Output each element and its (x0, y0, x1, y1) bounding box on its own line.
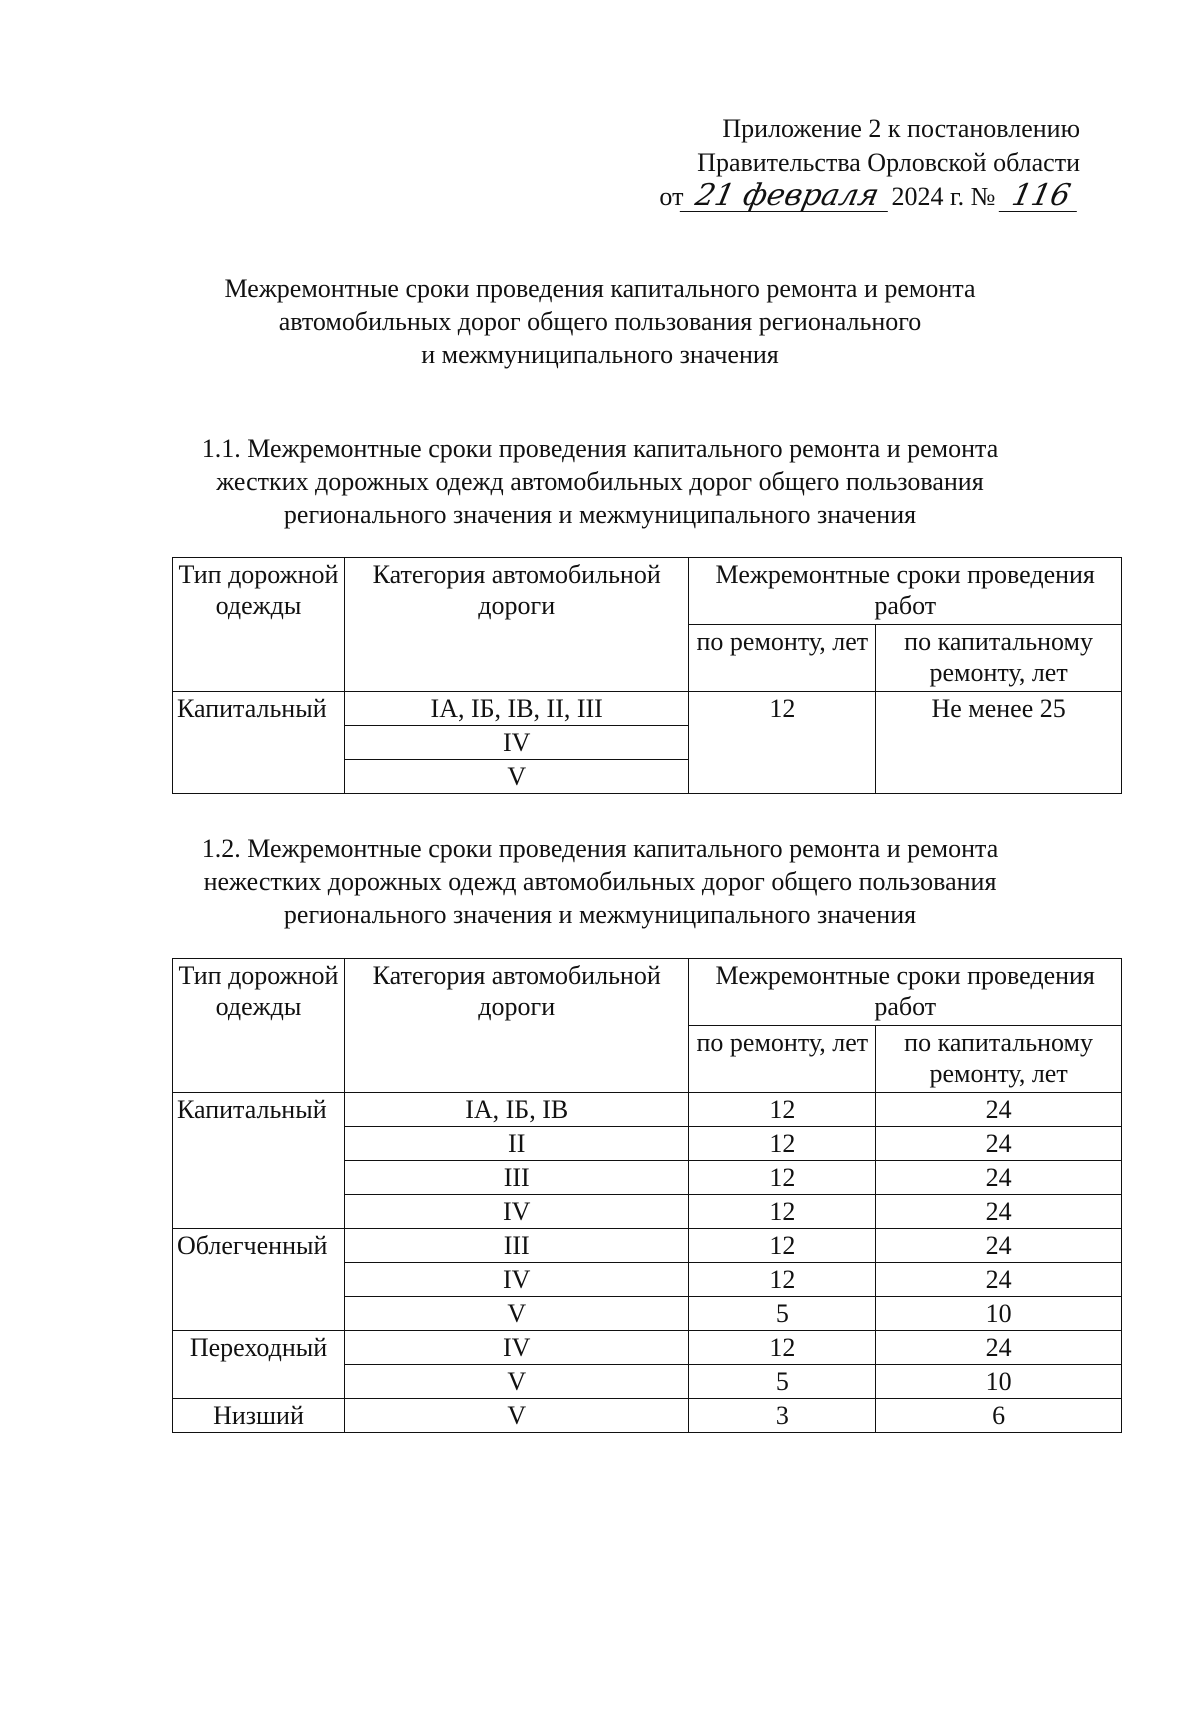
repair-cell: 12 (689, 1229, 876, 1263)
capital-cell: 24 (876, 1195, 1122, 1229)
table-nonrigid-pavements (172, 958, 1122, 1433)
category-cell: IV (344, 726, 689, 760)
repair-cell: 12 (689, 692, 876, 794)
header-capital: по капитальному ремонту, лет (876, 625, 1122, 692)
type-cell: Низший (173, 1399, 345, 1433)
type-cell: Капитальный (173, 1093, 345, 1229)
capital-cell: 24 (876, 1093, 1122, 1127)
category-cell: IA, IБ, IB (344, 1093, 689, 1127)
table-row (173, 1331, 1122, 1365)
section-2-title-line-2: нежестких дорожных одежд автомобильных дорог общего пользования (203, 867, 997, 896)
date-prefix: от (659, 182, 684, 211)
header-category: Категория автомобильной дороги (344, 558, 689, 692)
repair-cell: 12 (689, 1331, 876, 1365)
document-title (140, 272, 1060, 371)
repair-cell: 5 (689, 1365, 876, 1399)
category-cell: III (344, 1229, 689, 1263)
section-1-title-line-1: 1.1. Межремонтные сроки проведения капитального ремонта и ремонта (201, 434, 999, 463)
category-cell: V (344, 1365, 689, 1399)
category-cell: IV (344, 1263, 689, 1297)
section-1-title-line-3: регионального значения и межмуниципального значения (283, 500, 917, 529)
handwritten-date: 21 февраля (680, 181, 895, 212)
repair-cell: 3 (689, 1399, 876, 1433)
type-cell: Капитальный (173, 692, 345, 794)
section-1-title (140, 432, 1060, 531)
capital-cell: 24 (876, 1229, 1122, 1263)
repair-cell: 12 (689, 1161, 876, 1195)
table-row (173, 1229, 1122, 1263)
capital-cell: 10 (876, 1297, 1122, 1331)
category-cell: III (344, 1161, 689, 1195)
section-2-title-line-3: регионального значения и межмуниципального значения (283, 900, 917, 929)
capital-cell: Не менее 25 (876, 692, 1122, 794)
category-cell: V (344, 1297, 689, 1331)
header-category: Категория автомобильной дороги (344, 959, 689, 1093)
table-row (173, 1399, 1122, 1433)
header-type: Тип дорожной одежды (173, 558, 345, 692)
capital-cell: 6 (876, 1399, 1122, 1433)
section-2-title (140, 832, 1060, 931)
title-line-2: автомобильных дорог общего пользования регионального (278, 307, 922, 336)
header-terms: Межремонтные сроки проведения работ (689, 558, 1122, 625)
category-cell: IV (344, 1331, 689, 1365)
annex-line-2: Правительства Орловской области (697, 148, 1080, 177)
header-capital: по капитальному ремонту, лет (876, 1026, 1122, 1093)
capital-cell: 24 (876, 1127, 1122, 1161)
capital-cell: 10 (876, 1365, 1122, 1399)
repair-cell: 12 (689, 1127, 876, 1161)
date-year: 2024 г. № (891, 182, 996, 211)
repair-cell: 5 (689, 1297, 876, 1331)
annex-date-line (640, 180, 1080, 214)
capital-cell: 24 (876, 1161, 1122, 1195)
annex-line-1: Приложение 2 к постановлению (722, 114, 1080, 143)
title-line-3: и межмуниципального значения (421, 340, 779, 369)
handwritten-number: 116 (999, 181, 1084, 212)
repair-cell: 12 (689, 1195, 876, 1229)
category-cell: II (344, 1127, 689, 1161)
table-row (173, 1093, 1122, 1127)
header-repair: по ремонту, лет (689, 625, 876, 692)
category-cell: IA, IБ, IB, II, III (344, 692, 689, 726)
section-1-title-line-2: жестких дорожных одежд автомобильных дорог общего пользования (216, 467, 984, 496)
header-terms: Межремонтные сроки проведения работ (689, 959, 1122, 1026)
capital-cell: 24 (876, 1263, 1122, 1297)
category-cell: IV (344, 1195, 689, 1229)
section-2-title-line-1: 1.2. Межремонтные сроки проведения капитального ремонта и ремонта (201, 834, 999, 863)
header-repair: по ремонту, лет (689, 1026, 876, 1093)
category-cell: V (344, 1399, 689, 1433)
type-cell: Переходный (173, 1331, 345, 1399)
repair-cell: 12 (689, 1093, 876, 1127)
capital-cell: 24 (876, 1331, 1122, 1365)
type-cell: Облегченный (173, 1229, 345, 1331)
title-line-1: Межремонтные сроки проведения капитального ремонта и ремонта (224, 274, 976, 303)
category-cell: V (344, 760, 689, 794)
table-rigid-pavements (172, 557, 1122, 794)
annex-header (640, 112, 1080, 214)
repair-cell: 12 (689, 1263, 876, 1297)
header-type: Тип дорожной одежды (173, 959, 345, 1093)
